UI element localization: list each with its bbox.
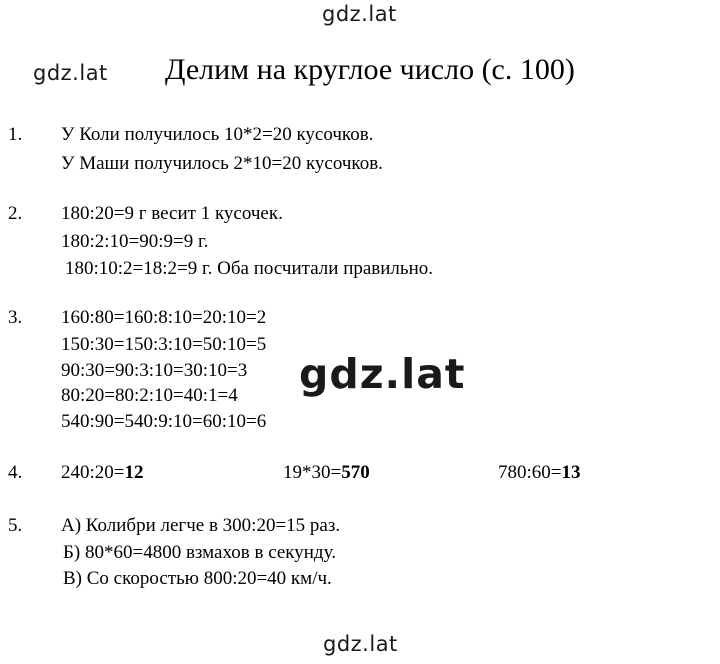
item-number-3: 3. bbox=[8, 307, 23, 328]
item-1-line-1: У Коли получилось 10*2=20 кусочков. bbox=[61, 124, 374, 145]
item-2-line-3: 180:10:2=18:2=9 г. Оба посчитали правильно. bbox=[65, 258, 433, 279]
item-4-expr-2: 19*30= bbox=[283, 462, 342, 483]
item-number-4: 4. bbox=[8, 462, 23, 483]
item-number-2: 2. bbox=[8, 203, 23, 224]
item-number-5: 5. bbox=[8, 515, 23, 536]
item-number-1: 1. bbox=[8, 124, 23, 145]
watermark-bottom: gdz.lat bbox=[323, 632, 398, 656]
item-5-line-1: А) Колибри легче в 300:20=15 раз. bbox=[61, 515, 341, 536]
item-4-column-2 bbox=[283, 462, 370, 484]
item-3-line-4: 80:20=80:2:10=40:1=4 bbox=[61, 385, 238, 406]
item-3-line-3: 90:30=90:3:10=30:10=3 bbox=[61, 360, 248, 381]
item-3-line-1: 160:80=160:8:10=20:10=2 bbox=[61, 307, 267, 328]
item-4-column-1 bbox=[61, 462, 144, 484]
item-3-line-5: 540:90=540:9:10=60:10=6 bbox=[61, 411, 267, 432]
page-title: Делим на круглое число (с. 100) bbox=[165, 53, 575, 86]
item-4-answer-2: 570 bbox=[341, 462, 370, 483]
item-5-line-2: Б) 80*60=4800 взмахов в секунду. bbox=[63, 542, 336, 563]
item-2-line-2: 180:2:10=90:9=9 г. bbox=[61, 231, 209, 252]
item-4-expr-1: 240:20= bbox=[61, 462, 125, 483]
item-4-column-3 bbox=[498, 462, 581, 484]
item-4-answer-1: 12 bbox=[124, 462, 144, 483]
item-1-line-2: У Маши получилось 2*10=20 кусочков. bbox=[61, 153, 383, 174]
item-5-line-3: В) Со скоростью 800:20=40 км/ч. bbox=[63, 568, 332, 589]
item-2-line-1: 180:20=9 г весит 1 кусочек. bbox=[61, 203, 283, 224]
item-4-expr-3: 780:60= bbox=[498, 462, 562, 483]
item-3-line-2: 150:30=150:3:10=50:10=5 bbox=[61, 334, 267, 355]
item-4-answer-3: 13 bbox=[561, 462, 581, 483]
watermark-top: gdz.lat bbox=[322, 2, 397, 26]
watermark-left: gdz.lat bbox=[33, 61, 108, 85]
watermark-center: gdz.lat bbox=[295, 352, 469, 397]
